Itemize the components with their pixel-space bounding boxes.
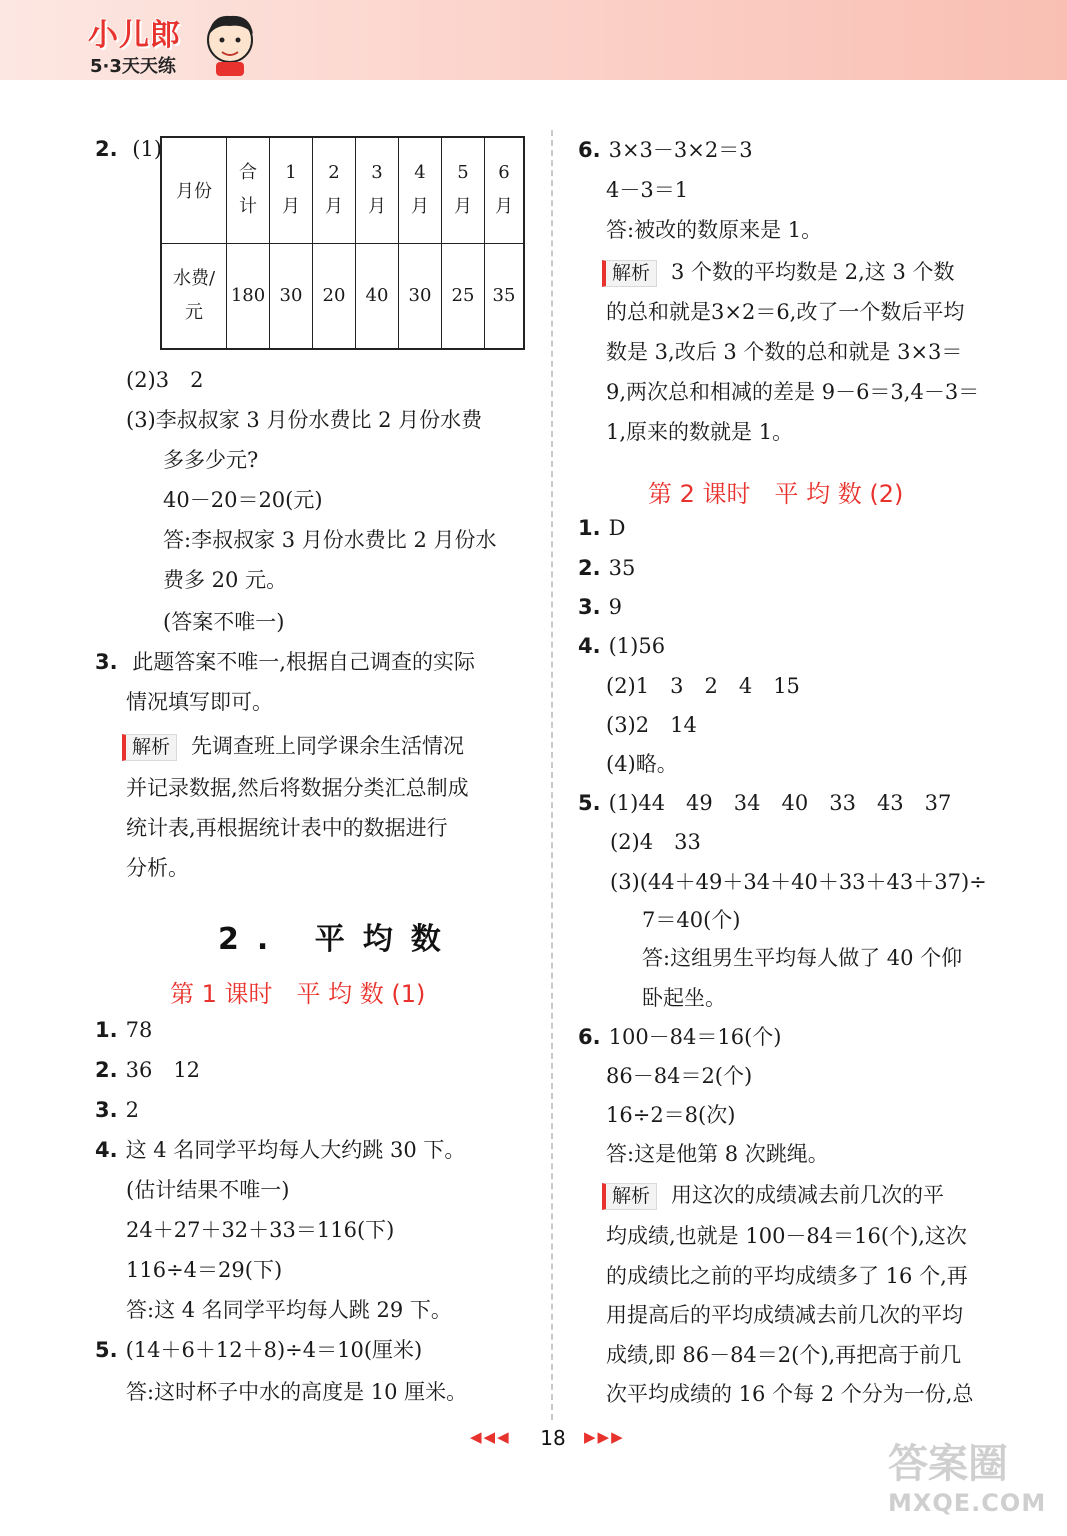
l2-q6-answer: 答:这是他第 8 次跳绳。 — [606, 1142, 829, 1166]
l2-q5-part3-line2: 7＝40(个) — [642, 908, 741, 932]
analysis-tag: 解析 — [122, 734, 177, 761]
next-arrows-icon: ▶▶▶ — [584, 1428, 625, 1446]
header-bar — [0, 0, 1067, 80]
q2-answer-line2: 费多 20 元。 — [163, 568, 288, 592]
analysis-tag: 解析 — [602, 1183, 657, 1210]
q6-analysis-line4: 9,两次总和相减的差是 9－6＝3,4－3＝ — [606, 380, 980, 404]
watermark — [888, 1440, 1058, 1532]
table-header-cell: 1 月 — [270, 137, 313, 243]
watermark-title: 答案圈 — [888, 1441, 1008, 1487]
q6-analysis-line3: 数是 3,改后 3 个数的总和就是 3×3＝ — [606, 340, 963, 364]
l2-q6-analysis-line6: 次平均成绩的 16 个每 2 个分为一份,总 — [606, 1382, 974, 1406]
q2-part3-line2: 多多少元? — [163, 448, 259, 472]
table-header-cell: 2 月 — [313, 137, 356, 243]
l2-q6-calc2: 86－84＝2(个) — [606, 1064, 753, 1088]
l2-q4: 4. (1)56 — [578, 634, 666, 658]
water-fee-table — [160, 136, 525, 350]
l1-q1: 1. 78 — [95, 1018, 153, 1042]
table-cell: 30 — [270, 243, 313, 349]
l2-q6-analysis-line4: 用提高后的平均成绩减去前几次的平均 — [606, 1303, 963, 1327]
l2-q5: 5. (1)44 49 34 40 33 43 37 — [578, 791, 952, 815]
q3-line1: 3. 此题答案不唯一,根据自己调查的实际 — [95, 650, 475, 674]
q6-answer: 答:被改的数原来是 1。 — [606, 218, 823, 242]
q3-analysis-line1: 解析 先调查班上同学课余生活情况 — [122, 734, 464, 761]
logo-title: 小儿郎 — [88, 18, 181, 53]
table-cell: 30 — [399, 243, 442, 349]
l2-q5-part3-line1: (3)(44＋49＋34＋40＋33＋43＋37)÷ — [610, 870, 987, 894]
section-title: 2. 平均数 — [218, 922, 459, 957]
table-cell: 25 — [442, 243, 485, 349]
l2-q6-analysis-line3: 的成绩比之前的平均成绩多了 16 个,再 — [606, 1264, 968, 1288]
q6-analysis-line2: 的总和就是3×2＝6,改了一个数后平均 — [606, 300, 965, 324]
l1-q2: 2. 36 12 — [95, 1058, 201, 1082]
l2-q1: 1. D — [578, 516, 626, 540]
q3-line2: 情况填写即可。 — [126, 690, 273, 714]
table-header-cell: 5 月 — [442, 137, 485, 243]
mascot-icon — [200, 10, 260, 78]
q6-analysis-line1: 解析 3 个数的平均数是 2,这 3 个数 — [602, 260, 954, 287]
l1-q5: 5. (14＋6＋12＋8)÷4＝10(厘米) — [95, 1338, 423, 1362]
l2-q4-part3: (3)2 14 — [606, 713, 697, 737]
q6-calc1: 6. 3×3－3×2＝3 — [578, 138, 753, 162]
q2-part2: (2)3 2 — [126, 368, 204, 392]
q6-analysis-line5: 1,原来的数就是 1。 — [606, 420, 794, 444]
lesson-2-title: 第 2 课时 平 均 数 (2) — [648, 480, 904, 508]
q2-note: (答案不唯一) — [163, 610, 285, 634]
analysis-tag: 解析 — [602, 260, 657, 287]
column-divider — [551, 130, 553, 1420]
table-cell: 20 — [313, 243, 356, 349]
l2-q6: 6. 100－84＝16(个) — [578, 1025, 782, 1049]
l1-q4-note: (估计结果不唯一) — [126, 1178, 290, 1202]
l2-q5-answer-line1: 答:这组男生平均每人做了 40 个仰 — [642, 946, 963, 970]
page-number: 18 — [540, 1426, 566, 1450]
l1-q4-calc1: 24＋27＋32＋33＝116(下) — [126, 1218, 395, 1242]
l2-q3: 3. 9 — [578, 595, 622, 619]
l2-q6-analysis-line1: 解析 用这次的成绩减去前几次的平 — [602, 1183, 944, 1210]
lesson-1-title: 第 1 课时 平 均 数 (1) — [170, 980, 426, 1008]
q3-analysis-line2: 并记录数据,然后将数据分类汇总制成 — [126, 776, 469, 800]
l1-q4-answer: 答:这 4 名同学平均每人跳 29 下。 — [126, 1298, 452, 1322]
q3-analysis-line4: 分析。 — [126, 856, 189, 880]
logo-subtitle: 5·3天天练 — [90, 56, 176, 77]
brand-logo — [88, 10, 258, 78]
watermark-url: MXQE.COM — [888, 1489, 1047, 1517]
l2-q5-answer-line2: 卧起坐。 — [642, 986, 726, 1010]
l2-q6-analysis-line5: 成绩,即 86－84＝2(个),再把高于前几 — [606, 1343, 962, 1367]
table-row-label: 水费/ 元 — [161, 243, 227, 349]
table-header-cell: 3 月 — [356, 137, 399, 243]
table-cell: 180 — [227, 243, 270, 349]
l2-q4-part2: (2)1 3 2 4 15 — [606, 674, 800, 698]
l1-q3: 3. 2 — [95, 1098, 139, 1122]
q2-label: 2. (1) — [95, 137, 163, 161]
table-cell: 40 — [356, 243, 399, 349]
q2-answer-line1: 答:李叔叔家 3 月份水费比 2 月份水 — [163, 528, 497, 552]
l2-q5-part2: (2)4 33 — [610, 830, 701, 854]
table-header-cell: 合 计 — [227, 137, 270, 243]
q2-part3-line1: (3)李叔叔家 3 月份水费比 2 月份水费 — [126, 408, 483, 432]
prev-arrows-icon: ◀◀◀ — [470, 1428, 511, 1446]
l1-q5-answer: 答:这时杯子中水的高度是 10 厘米。 — [126, 1380, 468, 1404]
q6-calc2: 4－3＝1 — [606, 178, 689, 202]
table-header-cell: 6 月 — [485, 137, 525, 243]
l2-q6-calc3: 16÷2＝8(次) — [606, 1103, 736, 1127]
l2-q4-part4: (4)略。 — [606, 752, 678, 776]
l2-q2: 2. 35 — [578, 556, 636, 580]
table-header-month: 月份 — [161, 137, 227, 243]
l2-q6-analysis-line2: 均成绩,也就是 100－84＝16(个),这次 — [606, 1224, 967, 1248]
l1-q4: 4. 这 4 名同学平均每人大约跳 30 下。 — [95, 1138, 466, 1162]
table-header-cell: 4 月 — [399, 137, 442, 243]
q2-calc: 40－20＝20(元) — [163, 488, 323, 512]
table-cell: 35 — [485, 243, 525, 349]
l1-q4-calc2: 116÷4＝29(下) — [126, 1258, 283, 1282]
q3-analysis-line3: 统计表,再根据统计表中的数据进行 — [126, 816, 448, 840]
